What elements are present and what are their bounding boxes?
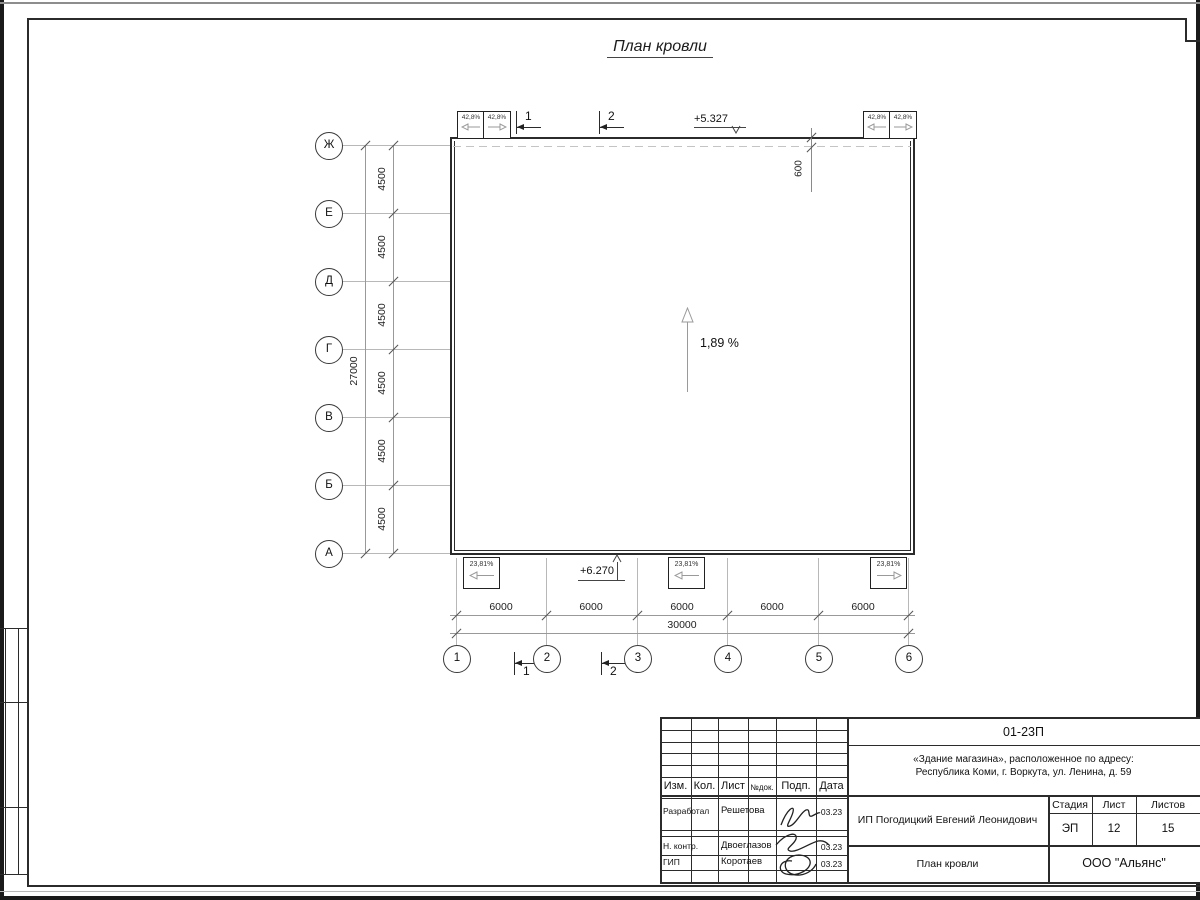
page-title: План кровли <box>607 38 713 58</box>
axis-circle-bottom: 1 <box>443 645 471 673</box>
slope-arrow-shaft <box>687 322 688 392</box>
section-number: 2 <box>610 664 617 678</box>
frame-left <box>27 18 29 887</box>
section-number: 1 <box>523 664 530 678</box>
slope-value: 42,8% <box>893 114 913 121</box>
dim-30000-label: 30000 <box>667 619 697 631</box>
axis-ext-line <box>341 417 450 418</box>
dim-27000-label: 27000 <box>348 356 360 386</box>
sheets-header: Листов <box>1150 798 1186 811</box>
axis-circle-left: Е <box>315 200 343 228</box>
axis-circle-bottom: 5 <box>805 645 833 673</box>
dim-line-30000 <box>450 633 915 634</box>
title-block <box>660 717 1200 882</box>
slope-value: 42,8% <box>487 114 507 121</box>
dim-6000-label: 6000 <box>579 601 603 613</box>
frame-corner-box <box>1185 18 1200 42</box>
dim-6000-label: 6000 <box>670 601 694 613</box>
dim-line-6000 <box>450 615 915 616</box>
axis-ext-line <box>341 485 450 486</box>
role-label: Разработал <box>663 806 710 816</box>
dim-6000-label: 6000 <box>489 601 513 613</box>
drain-arrow-left-icon <box>469 571 495 580</box>
drain-arrow-left-icon <box>461 123 481 131</box>
elevation-top-value: +5.327 <box>694 113 728 125</box>
section-number: 1 <box>525 109 532 123</box>
dim-4500-label: 4500 <box>376 167 388 191</box>
axis-circle-bottom: 3 <box>624 645 652 673</box>
sign-date: 03.23 <box>820 859 843 869</box>
object-address-line2: Республика Коми, г. Воркута, ул. Ленина, д. 59 <box>915 767 1132 778</box>
axis-circle-left: В <box>315 404 343 432</box>
axis-ext-line <box>818 558 819 645</box>
drain-funnel-box <box>668 557 705 589</box>
col-header-data: Дата <box>819 780 844 792</box>
dim-4500-label: 4500 <box>376 235 388 259</box>
section-mark-2-bottom <box>595 650 627 680</box>
axis-ext-line <box>341 145 450 146</box>
col-header-ndok: №док. <box>750 782 774 792</box>
col-header-izm: Изм. <box>663 780 688 792</box>
drain-arrow-right-icon <box>876 571 902 580</box>
stage-value: ЭП <box>1061 823 1079 835</box>
sheets-total: 15 <box>1161 823 1175 835</box>
drain-funnel-box <box>870 557 907 589</box>
dim-4500-label: 4500 <box>376 439 388 463</box>
roof-outline <box>450 137 915 555</box>
axis-circle-bottom: 4 <box>714 645 742 673</box>
side-stamp-line <box>18 628 19 874</box>
side-stamp-line <box>0 628 27 629</box>
section-number: 2 <box>608 109 615 123</box>
main-slope-label: 1,89 % <box>700 336 739 350</box>
company-name: ООО "Альянс" <box>1082 856 1166 870</box>
page-edge-bottom <box>0 896 1200 900</box>
axis-circle-left: Б <box>315 472 343 500</box>
dim-4500-label: 4500 <box>376 303 388 327</box>
slope-value: 23,81% <box>469 561 494 568</box>
frame-bottom <box>27 885 1200 887</box>
page-edge-left <box>0 0 4 900</box>
elevation-bottom-leader <box>617 562 618 580</box>
elevation-bottom-value: +6.270 <box>580 565 614 577</box>
axis-ext-line <box>341 213 450 214</box>
sign-date: 03.23 <box>820 807 843 817</box>
sheet-number: 12 <box>1107 823 1121 835</box>
axis-ext-line <box>341 553 450 554</box>
slope-value: 23,81% <box>674 561 699 568</box>
dim-line-27000 <box>365 145 366 553</box>
section-mark-1-top <box>510 109 542 136</box>
axis-circle-left: Ж <box>315 132 343 160</box>
doc-number: 01-23П <box>1003 725 1044 739</box>
drain-arrow-left-icon <box>674 571 700 580</box>
elevation-bottom-underline <box>578 580 625 581</box>
stage-header: Стадия <box>1052 798 1088 811</box>
section-mark-2-top <box>593 109 625 136</box>
axis-circle-left: А <box>315 540 343 568</box>
dim-6000-label: 6000 <box>851 601 875 613</box>
side-stamp-line <box>0 702 27 703</box>
sheet-header: Лист <box>1102 798 1126 811</box>
axis-circle-bottom: 2 <box>533 645 561 673</box>
axis-circle-left: Г <box>315 336 343 364</box>
parapet-vent-box <box>889 111 917 139</box>
dim-4500-label: 4500 <box>376 371 388 395</box>
parapet-vent-box <box>863 111 891 139</box>
drain-arrow-right-icon <box>893 123 913 131</box>
role-label: ГИП <box>663 857 680 867</box>
axis-ext-line <box>341 281 450 282</box>
slope-arrow-icon <box>681 307 694 323</box>
role-label: Н. контр. <box>663 841 699 851</box>
person-name: Двоеглазов <box>721 840 772 851</box>
parapet-vent-box <box>483 111 511 139</box>
person-name: Решетова <box>721 805 765 816</box>
drain-funnel-box <box>463 557 500 589</box>
parapet-dashed-line <box>453 146 911 147</box>
frame-top <box>27 18 1186 20</box>
axis-ext-line <box>546 558 547 645</box>
parapet-vent-box <box>457 111 485 139</box>
col-header-list: Лист <box>721 780 745 792</box>
dim-4500-label: 4500 <box>376 507 388 531</box>
col-header-podp: Подп. <box>781 780 811 792</box>
slope-value: 23,81% <box>876 561 901 568</box>
axis-circle-bottom: 6 <box>895 645 923 673</box>
drawing-name: План кровли <box>916 858 979 870</box>
col-header-kol: Кол. <box>693 780 716 792</box>
sheet-bottom-shadow <box>0 891 1200 892</box>
dim-600-label: 600 <box>793 160 805 177</box>
slope-value: 42,8% <box>461 114 481 121</box>
sheet-title-wrap <box>560 38 760 56</box>
client-name: ИП Погодицкий Евгений Леонидович <box>857 814 1038 826</box>
drain-arrow-right-icon <box>487 123 507 131</box>
sign-date: 03.23 <box>820 842 843 852</box>
object-address-line1: «Здание магазина», расположенное по адресу: <box>913 754 1134 765</box>
side-stamp-line <box>5 628 6 874</box>
level-arrow-down-icon <box>731 125 741 134</box>
axis-ext-line <box>637 558 638 645</box>
person-name: Коротаев <box>721 856 763 867</box>
page-edge-top <box>0 2 1200 4</box>
axis-ext-line <box>727 558 728 645</box>
signature-scribble <box>778 801 822 831</box>
side-stamp-line <box>0 807 27 808</box>
signature-scribble <box>770 831 832 879</box>
dim-6000-label: 6000 <box>760 601 784 613</box>
slope-value: 42,8% <box>867 114 887 121</box>
side-stamp-line <box>0 874 27 875</box>
drain-arrow-left-icon <box>867 123 887 131</box>
level-arrow-up-icon <box>612 554 622 563</box>
axis-circle-left: Д <box>315 268 343 296</box>
roof-inner-line <box>454 141 911 551</box>
